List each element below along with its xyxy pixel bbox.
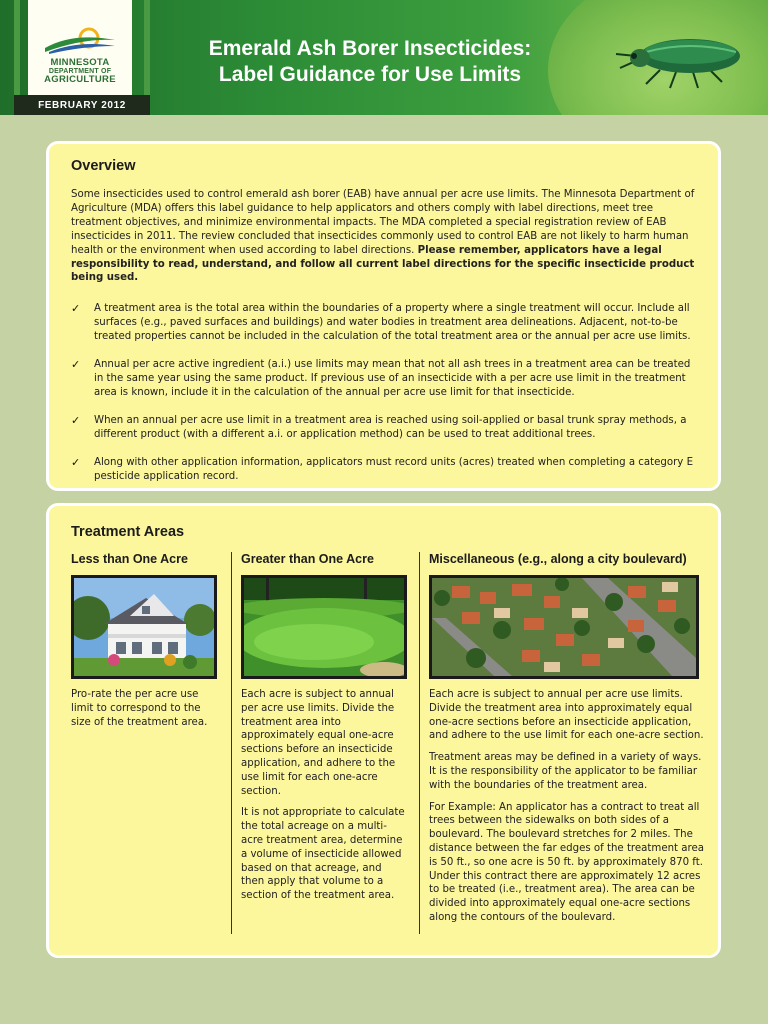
logo-line-1: MINNESOTA bbox=[50, 56, 110, 68]
mda-logo bbox=[28, 0, 132, 95]
bullet-text: A treatment area is the total area within the boundaries of a property where a single treatment will occur. Include all surfaces (e.g., paved surfaces and buildings) and water bodies in treatment area delineations. Adjacent, not-to-be treated properties cannot be included in the calculation of the total treatment area or the annual per acre use limits. bbox=[94, 303, 691, 343]
overview-panel bbox=[46, 141, 721, 491]
overview-intro bbox=[71, 188, 696, 285]
list-item bbox=[71, 358, 696, 400]
date-label: FEBRUARY 2012 bbox=[14, 95, 150, 115]
mda-logo-mark bbox=[43, 26, 117, 54]
check-icon: ✓ bbox=[71, 455, 81, 469]
column-paragraph: Each acre is subject to annual per acre use limits. Divide the treatment area into approximately equal one-acre sections before an insecticide application, and adhere to the use limit for each one-acre section. bbox=[241, 689, 396, 797]
page-title bbox=[190, 36, 550, 88]
list-item bbox=[71, 456, 696, 484]
title-line-1: Emerald Ash Borer Insecticides: bbox=[208, 37, 532, 60]
bullet-text: Annual per acre active ingredient (a.i.) use limits may mean that not all ash trees in a treatment area can be treated in the same year using the same product. If previous use of an insecticide with a per acre use limit in the treatment area is known, include it in the calculation of the annual per acre use limit for that insecticide. bbox=[94, 359, 691, 398]
bullet-text: Along with other application information, applicators must record units (acres) treated when completing a category E pesticide application record. bbox=[94, 456, 694, 482]
column-title: Miscellaneous (e.g., along a city boulevard) bbox=[429, 552, 687, 566]
list-item bbox=[71, 414, 696, 442]
overview-heading: Overview bbox=[71, 158, 136, 174]
list-item bbox=[71, 302, 696, 344]
treatment-heading: Treatment Areas bbox=[71, 524, 185, 540]
column-paragraph: Each acre is subject to annual per acre use limits. Divide the treatment area into approximately equal one-acre sections before an insecticide application, and adhere to the use limit for each one-acre section. bbox=[429, 689, 704, 742]
column-title: Greater than One Acre bbox=[241, 552, 374, 566]
column-paragraph: Treatment areas may be defined in a variety of ways. It is the responsibility of the applicator to be familiar with the boundaries of the treatment area. bbox=[429, 752, 702, 791]
overview-bullet-list bbox=[71, 302, 696, 483]
column-less-than-one-acre bbox=[71, 552, 219, 729]
column-miscellaneous bbox=[429, 552, 707, 925]
house-photo bbox=[71, 575, 217, 679]
emerald-ash-borer-beetle bbox=[598, 18, 748, 98]
overview-intro-bold: Please remember, applicators have a legal responsibility to read, understand, and follow all current label directions for the specific insecticide product being used. bbox=[71, 244, 695, 284]
check-icon: ✓ bbox=[71, 358, 81, 372]
title-line-2: Label Guidance for Use Limits bbox=[218, 63, 522, 86]
logo-line-2: DEPARTMENT OF bbox=[48, 67, 112, 75]
column-greater-than-one-acre bbox=[241, 552, 407, 903]
header-stripe bbox=[14, 0, 20, 95]
house-image bbox=[74, 578, 214, 676]
column-paragraph: It is not appropriate to calculate the total acreage on a multi-acre treatment area, determine a volume of insecticide allowed based on that acreage, and then apply that volume to a section of the treatment area. bbox=[241, 807, 405, 902]
golf-course-image bbox=[244, 578, 404, 676]
column-paragraph: For Example: An applicator has a contract to treat all trees between the sidewalks on both sides of a boulevard. The boulevard stretches for 2 miles. The distance between the far edges of the treatment area is 50 ft., so one acre is 50 ft. by approximately 870 ft. Under this contract there are approximately 12 acres to be treated (i.e., treatment area). The area can be divided into approximately equal one-acre sections along the contours of the boulevard. bbox=[429, 801, 705, 923]
treatment-columns bbox=[71, 552, 705, 952]
overview-intro-text: Some insecticides used to control emerald ash borer (EAB) have annual per acre use limits. The Minnesota Department of Agriculture (MDA) offers this label guidance to help applicators and others comply with label directions, meet tree treatment objectives, and minimize environmental impacts. The MDA completed a special registration review of EAB insecticides in 2011. The review concluded that insecticides commonly used to control EAB are not likely to harm human health or the environment when used according to label directions. bbox=[71, 189, 695, 256]
treatment-areas-panel bbox=[46, 503, 721, 958]
check-icon: ✓ bbox=[71, 413, 81, 427]
column-divider bbox=[231, 552, 232, 934]
page-header bbox=[0, 0, 768, 115]
check-icon: ✓ bbox=[71, 302, 81, 316]
golf-course-photo bbox=[241, 575, 407, 679]
column-title: Less than One Acre bbox=[71, 552, 188, 566]
boulevard-aerial-image bbox=[432, 578, 696, 676]
logo-line-3: AGRICULTURE bbox=[44, 74, 116, 86]
header-stripe bbox=[144, 0, 150, 95]
column-paragraph: Pro-rate the per acre use limit to correspond to the size of the treatment area. bbox=[71, 689, 208, 728]
bullet-text: When an annual per acre use limit in a treatment area is reached using soil-applied or basal trunk spray methods, a different product (with a different a.i. or application method) can be used to treat additional trees. bbox=[94, 414, 687, 440]
column-divider bbox=[419, 552, 420, 934]
boulevard-aerial-photo bbox=[429, 575, 699, 679]
